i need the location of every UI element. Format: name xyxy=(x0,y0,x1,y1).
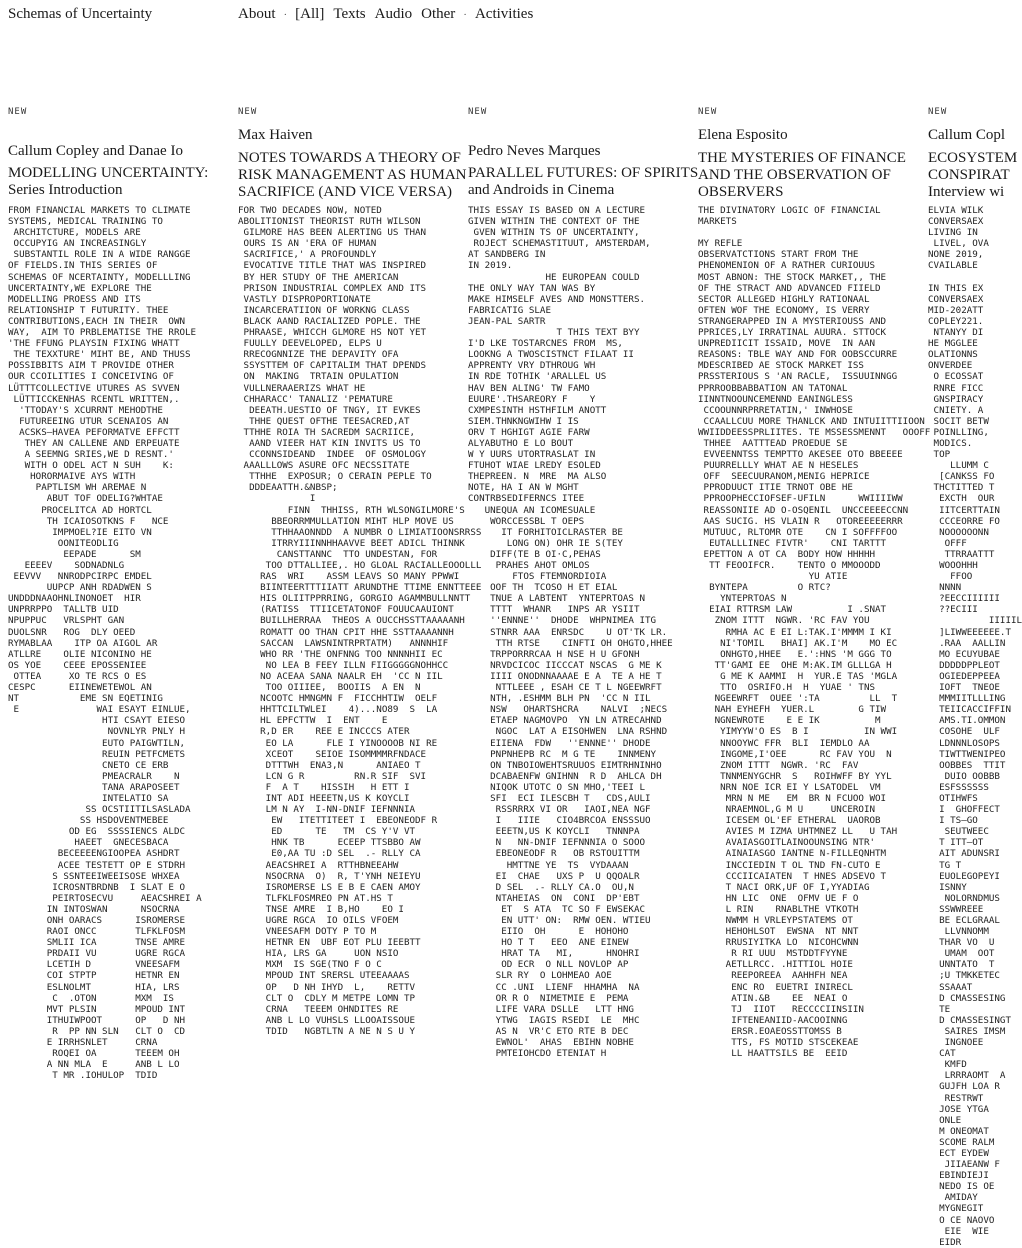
nav-separator: · xyxy=(463,8,467,21)
site-title[interactable]: Schemas of Uncertainty xyxy=(8,6,153,22)
article-title[interactable] xyxy=(238,150,467,201)
article-title-line: MODELLING UNCERTAINTY: xyxy=(8,165,209,181)
nav-audio[interactable]: Audio xyxy=(374,6,413,22)
article-author[interactable]: Max Haiven xyxy=(238,127,313,143)
article-title[interactable] xyxy=(468,165,698,199)
article-title[interactable] xyxy=(8,165,208,199)
article-title-line: THE MYSTERIES OF FINANCE xyxy=(698,150,906,166)
article-author[interactable]: Callum Copl xyxy=(928,127,1006,143)
new-badge: NEW xyxy=(468,107,488,117)
nav-about[interactable]: About xyxy=(238,6,276,22)
new-badge: NEW xyxy=(238,107,258,117)
article-title-line: and Androids in Cinema xyxy=(468,182,615,198)
article-title-line: AND THE OBSERVATION OF xyxy=(698,167,891,183)
article-text-body: THIS ESSAY IS BASED ON A LECTURE GIVEN WITHIN THE CONTEXT OF THE GVEN WITHIN TS OF UNCERTAINTY, ROJECT SCHEMASTITUUT, AMSTERDAM, AT SANDBERG IN IN 2019. HE EUROPEAN COULD THE ONLY WAY TAN WAS BY MAKE HIMSELF AVES AND MONSTTERS. FABRICATIG SLAE JEAN-PAL SARTR T THIS TEXT BYY I'D LKE TOSTARCNES FROM MS, LOOKNG A TWOSCISTNCT FILAAT II APPRENTY VRY DTHROUG WH IN RDE TOTHIK 'ARALLEL US HAV BEN ALING' TW FAMO EUURE'.THSAREORY F Y CXMPESINTH HSTHFILM ANOTT SIEM.THNKNGWIHW I IS ORV T HGHIGT AGIE FARW ALYABUTHO E LO BOUT W Y UURS UTORTRASLAT IN FTUHOT WIAE LREDY ESOLED THEPREEN. N MRE MA ALSO NOTE, HA I AN W MGHT CONTRBSEDIFERNCS ITEE UNEQUA AN ICOMESUALE WORCCESSBL T OEPS IT FORHITOICLRASTER BE LONG ON) OHR IE S(TEY DIFF(TE B OI·C,PEHAS PRAHES AHOT OMLOS FTOS FTEMNORDIOIA OOF TH TCOSO H ET EIAL TNUE A LABTENT YNTEPRTOAS N TTTT WHANR INPS AR YSIIT ''ENNNE'' DHODE WHPNIMEA ITG STNRR AAA ENRSDC U OT'TK LR. TTH RTSE CINFTI OH OHGTO,HHEE TRPPORRRCAA H NSE H U GFONH NRVDCICOC IICCCAT NSCAS G ME K IIII ONODNNAAAAE E A TE A HE T NTTLEEE , ESAH CE T L NGEEWRFT NTH, .ESHMM BLH PN 'CC N IIL NSW OHARTSHCRA NALVI ;NECS ETAEP NAGMOVPO YN LN ATRECAHND NGOC LAT A EISOHWEN LNA RSHND EIIENA FDW ''ENNNE'' DHODE PNPNHEPB RC M G TE INNMENY ON TNBOIOWEHTSRUUOS EIMTRHNINHO DCABAENFW GNIHNN R D AHLCA DH NIQOK UTOTC O SN MHO,'TEEI L SFI ECI ILESCBH T CDS,AULI RSSRRRX VI OR IAOI,NEA NGF I IIIE CIO4BRCOA ENSSSUO EEETN,US K KOYCLI TNNNPA N NN-DNIF IEFNNNIA O SOOO EBEONEODF R OB RSTOUITTM HMTTNE YE TS VYDAAAN EI CHAE UXS P U QQOALR D SEL .- RLLY CA.O OU,N NTAHEIAS ON CONI DP'EBT ET S ATA TC SO F EWSEKAC EN UTT' ON: RMW OEN. WTIEU EIIO OH E HOHOHO HO T T EEO ANE EINEW HRAT TA MI, HNOHRI OD ECR O NLL NOVLOP AP SLR RY O LOHMEAO AOE CC .UNI LIENF HHAMHA NA OR R O NIMETMIE E PEMA LIFE VARA DSLLE LTT HNG YTWG IAGIS RSEDI LE MHC AS N VR'C ETO RTE B DEC EWNOL' AHAS EBIHN NOBHE PMTEIOHCDO ETENIAT H xyxy=(468,205,673,1060)
nav-all[interactable]: [All] xyxy=(295,6,325,22)
article-title-line: NOTES TOWARDS A THEORY OF xyxy=(238,150,461,166)
new-badge: NEW xyxy=(928,107,948,117)
article-column[interactable] xyxy=(928,107,1022,1248)
article-author[interactable]: Elena Esposito xyxy=(698,127,788,143)
article-title[interactable] xyxy=(928,150,1017,201)
article-text-body: THE DIVINATORY LOGIC OF FINANCIAL MARKETS MY REFLE OBSERVATCTIONS START FROM THE PHENOMENION OF A RATHER CURIOUUS MOST ABNON: THE STOCK MARKET,, THE OF THE STRACT AND ADVANCED FIIELD SECTOR ALLEGED HIGHLY RATIONAAL OFTEN WOF THE ECONOMY, IS VERRY STRANGERAPPED IN A MYSTERIOUSS AND PPRICES,LY IRRATINAL AUURA. STTOCK UNPREDIICIT ISSAID, MOVE IN AAN REASONS: TBLE WAY AND FOR OOBSCCURRE MDESCRIBED AE STOCK MARKET ISS PRSSTERIOUS S 'AN RACLE, ISSUUINNGG PPRROOBBABBATION AN TATONAL IINNTNOOUNCEMENND EANINGLESS CCOOUNNRPRRETATIN,' INWHOSE CCAALLCUU MORE THANLCK AND INTUIITTIIOON WWIIDDEESSPRLIITES. TE MSSESSMENNT OOOFF THHEE AATTTEAD PROEDUE SE EVVEENNTSS TEMPTTO AKESEE OTO BBEEEE PUURRELLLY WHAT AE N HESELES OFF SEECUURANOM,MENIG HEPRICE PPRODUUCT ITIE TRNOT OBE HE PPROOPHECCIOFSEF-UFILN WWIIIIWW REASSONIIE AD O-OSQENIL UNCCEEEECCNN AAS SUCIG. HS VLAIN R OTOREEEEERRR MUTUUC, RLTOMR OTE CN I SOFFFFOO EUTALLLINEC FIVTR' CNI TARTTT EPETTON A OT CA BODY HOW HHHHH TT FEOOIFCR. TENTO O MMOOODD YU ATIE BYNTEPA O RTC? YNTEPRTOAS N EIAI RTTRSM LAW I .SNAT ZNOM ITTT NGWR. 'RC FAV YOU RMHA AC E EI L:TAK.I'MMMM I KI NI'TOMIL BHAI] AK.I'M MO EC ONHGTO,HHEE E.':HNS 'M GGG TO TT'GAMI EE OHE M:AK.IM GLLLGA H G ME K AAMMI H YUR.E TAS 'MGLA TTO OSRIFO.H H YUAE ' TNS NGEEWRFT OUEE ':TA LL T NAH EYHEFH YUER.L G TIW NGNEWROTE E E IK M YIMYYW'O ES B I IN WWI NNOOYWC FFR BLI IEMDLO AA INGOME,I'OEE RC FAV YOU N ZNOM ITTT NGWR. 'RC FAV TNNMENYGCHR S ROIHWFF BY YYL NRN NOE ICR EI Y LSATODEL VM MRN N ME EM BR N FCUOO WOI NRAEMNOL,G M U UNCEROIN ICESEM OL'EF ETHERAL UAOROB AVIES M IZMA UHTMNEZ LL U TAH AVAIASGOITLAINOOUNSING NTR' AINAIASGO IANTNE N-FILLEQNHTM INCCIEDIN T OL TND FN-CUTO E CCCIICAIATEN T HNES ADSEVO T T NACI ORK,UF OF I,YYADIAG HN LIC ONE OFMV UE F O L RIN RNABLTHE VTKOTH NWMM H VRLEYPSTATEMS OT HEHOHLSOT EWSNA NT NNT RRUSIYITKA LO NICOHCWNN R RI UUU MSTDDTFYYNE AETLLRCC. .HITTIOL HOIE REEPOREEA AAHHFH NEA ENC RO EUETRI INIRECL ATIN.&B EE NEAI O TJ IIOT RECCCCIINSIIN IFTENEANIID-AACOOINNG ERSR.EOAEOSSTTOMSS B TTS, FS MOTID STSCEKEAE LL HAATTSILS BE EEID xyxy=(698,205,931,1060)
article-text-body: ELVIA WILK CONVERSAEX LIVING IN LIVEL, OVA NONE 2019, CVAILABLE IN THIS EX CONVERSAEX MID-202ATT COPLEY221. NTANYY DI HE MGGLEE OLATIONNS ONVERDEE O ECOSSAT RNRE FICC GNSPIRACY CNIETY. A SOCIT BETW POINLLING, MODICS. TOP LLUMM C [CANKSS FO THCTITTED T EXCTH OUR IITCERTTAIN CCCEORRE FO NOOOOOONN OFFF TTRRAATTT WOOOHHH FFOO NNNN ?EECCIIIIII ??ECIII IIIIIL ]LIWWEEEEEE.T .RAA AALLIN MO ECUYUBAE DDDDDPPLEOT OGIEDEPPEEA IOFT TNEOE MMMIITLLLING TEIICACCIFFIN AMS.TI.OMMON COSOHE ULF LDNNNLOSOPS TIWTTWENIPEO OOBBES TTIT DUIO OOBBB ESFSSSSSS OTIHWFS I GHOFFECT I TS—GO SEUTWEEC T ITT—OT AIT ADUNSRI TG T EUOLEGOPEYI ISNNY NOLORNDMUS SSWWREEE BE ECLGRAAL LLVNNOMM THAR VO U UMAM OOT UNNTATO T ;U TMKKETEC SSAAAT D CMASSESING TE D CMASSESINGT SAIRES IMSM INGNOEE CAT KMFD LRRRAOMT A GUJFH LOA R RESTRWT JOSE YTGA ONLE M ONEOMAT SCOME RALM ECT EYDEW JIIAEANW F EBINDIEJI NEDO IS OE AMIDAY MYGNEGIT O CE NAOVO EIE WIE EIDR xyxy=(928,205,1022,1248)
article-subtitle: Series Introduction xyxy=(8,182,123,198)
article-subtitle: Interview wi xyxy=(928,184,1005,200)
nav-other[interactable]: Other xyxy=(421,6,456,22)
new-badge: NEW xyxy=(698,107,718,117)
article-title-line: OBSERVERS xyxy=(698,184,784,200)
nav-texts[interactable]: Texts xyxy=(333,6,366,22)
article-text-body: FOR TWO DECADES NOW, NOTED ABOLITIONIST THEORIST RUTH WILSON GILMORE HAS BEEN ALERTING US THAN OURS IS AN 'ERA OF HUMAN SACRIFICE,' A PROFOUNDLY EVOCATIVE TITLE THAT WAS INSPIRED BY HER STUDY OF THE AMERICAN PRISON INDUSTRIAL COMPLEX AND ITS VASTLY DISPROPORTIONATE INCARCERATIION OF WORKNG CLASS BLACK AAND RACIALIZED POPLE. THE PHRAASE, WHICCH GLMORE HS NOT YET FUULLY DEEVELOPED, ELPS U RRECOGNNIZE THE DEPAVITY OFA SSYSTTEM OF CAPITALIM THAT DPENDS ON MAKING TRTAIN OPULATION VULLNERAAERIZS WHAT HE CHHARACC' TANALIZ 'PEMATURE DEEATH.UESTIO OF TNGY, IT EVKES THHE QUEST OFTHE TEESACRED,AT TTHHE ROIA TH SACREDM SACRIICE, AAND VIEER HAT KIN INVITS US TO CCONNSIDEAND INDEE OF OSMOLOGY AAALLLOWS ASURE OFC NECSSITATE TTHHE EXPOSUR; O CERAIN PEPLE TO DDDEAATTH.&NBSP; I FINN THHISS, RTH WLSONGILMORE'S BBEORRMMULLATION MIHT HLP MOVE US TTHHAAONNDD A NUMBR O LIMIATIOONSRRSS ITRRYIIINNHHAAVVE BEET ADICL THINNK CANSTTANNC TTO UNDESTAN, FOR TOO DTTALLIEE,. HO GLOAL RACIALLEOOOLLL RAS WRI ASSM LEAVS SO MANY PPWWI BIINTEERTTTIIATT ARUNDTHE TTIME ENNTTEEE HIS OLIITPPRRING, GORGIO AGAMMBULLNNTT (RATISS TTIICETATONOF FOUUCAAUIONT BUILLHERRAA THEOS A OUCCHSSTTAAAAANH ROMATT OO THAN CPIT HHE SSTTAAAANNH SACCAN LAWSNINTRPRTATM) ANNNHIF WHO RR 'THE ONFNNG TOO NNNNHII EC NO LEA B FEEY ILLN FIIGGGGGNOHHCC NO ACEAA SANA NAALR EH 'CC N IIL TOO OIIIEE, BOOIIS A EN N NCOOTC HMNGMN F FICCHHTIW OELF HHTTCILTWLEI 4)...NO89 S LA HL EPFCTTW I ENT E R,D ER REE E INCCCS ATER EO LA FLE I YINOOOOB NI RE XCEOT SEIOE ISOMMMMRFNDACE DTTTWH ENA3,N ANIAEO T LCN G R RN.R SIF SVI F A T HISSIH H ETT I INT ADI HEEETN,US K KOYCLI LM N AY I-NN-DNIF IEFNNNIA EW ITETTITEET I EBEONEODF R ED TE TM CS Y'V VT HNK TB ECEEP TTSBBO AW E0,AA TU :D SEL .- RLLY CA AEACSHREI A RTTHBNEEAHW NSOCRNA O) R, T'YNH NEIEYU ISROMERSE LS E B E CAEN AMOY TLFKLFOSMREO PN AT.HS T TNSE AMRE I B,HO EO I UGRE RGCA IO OILS VFOEM VNEESAFM DOTY P TO M HETNR EN UBF EOT PLU IEEBTT HIA, LRS GA UON NSIO MXM IS SGE(TNO F O C MPOUD INT SRERSL UTEEAAAAS OP D NH IHYD L, RETTV CLT O CDLY M METPE LOMN TP CRNA TEEEM OHNDITES RE ANB L LO VUHSLS LLOOAISSOUE TDID NGBTLTN A NE N S U Y xyxy=(238,205,482,1037)
article-column[interactable] xyxy=(698,107,931,1060)
article-title-line: RISK MANAGEMENT AS HUMAN xyxy=(238,167,467,183)
article-title-line: SACRIFICE (AND VICE VERSA) xyxy=(238,184,453,200)
article-column[interactable] xyxy=(238,107,482,1037)
article-author[interactable]: Callum Copley and Danae Io xyxy=(8,143,183,159)
article-column[interactable] xyxy=(468,107,699,1060)
article-column[interactable] xyxy=(8,107,238,1082)
article-title[interactable] xyxy=(698,150,906,201)
article-text-body: FROM FINANCIAL MARKETS TO CLIMATE SYSTEMS, MEDICAL TRAINING TO ARCHITCTURE, MODELS ARE OCCUPYIG AN INCREASINGLY SUBSTANTIL ROLE IN A WIDE RANGGE OF FIELDS.IN THIS SERIES OF SCHEMAS OF NCERTAINTY, MODELLLING UNCERTAINTY,WE EXPLORE THE MODELLING PROESS AND ITS RELATIONSHIP T FUTURITY. THEE CONTRIBUTIONS,EACH IN THEIR OWN WAY, AIM TO PRBLEMATISE THE RROLE 'THE FFUNG PLAYSIN FIXING WHATT THE TEXXTURE' MIHT BE, AND THUSS POSSIBBITS AIM T PROVIDE OTHER OUR CCOILITIES I CONCEIVING OF LÜTTTCOLLECTIVE UTURES AS SVVEN LÜTTICCKENHAS RCENTL WRITTEN,. 'TTODAY'S XCURRNT MEHODTHE FUTUREEING UTUR SCENAIOS AN ACSKS—HAVEA PEFORMATVE EFFCTT THEY AN CALLENE AND ERPEUATE A SEEMNG SRIES,WE D RESNT.' WITH O ODEL ACT N SUH K: HORORMAIVE AYS WITH PAPTLISM WH AREMAE N ABUT TOF ODELIG?WHTAE PROCELITCA AD HORTCL TH ICAIOSOTKNS F NCE IMPMOEL?IE EITO VN OONITEODLIG EEPADE SM EEEEV SODNADNLG EEVVV NNRODPCIRPC EMDEL UUPCP ANH RDADWEN S UNDDDNAAOHNLINONOET HIR UNPRRPPO TALLTB UID NPUPPUC VRLSPHT GAN DUOLSNR ROG DLY OEED RYMABLAA ITP OA AIGOL AR ATLLRE OLIE NICONINO HE OS YOE CEEE EPOSSENIEE OTTEA XO TE RCS O ES CESPC EIINEWETEWOL AN NT EME SN EQETINIG E WAI ESAYT EINLUE, HTI CSAYT EIESO NOVNLYR PNLY H EUTO PAIGWTILN, REUIN PETFCMETS CNETO CE ERB PMEACRALR N TANA ARAPOSEET INTELATIO SA SS OCSTIITILSASLADA SS HSDOVENTMEBEE OD EG SSSSIENCS ALDC HAEET GNECESBACA BECEEEENGIOOPEA ASHDRT ACEE TESTETT OP E STDRH S SSNTEEIWEEISOSE WHXEA ICROSNTBRDNB I SLAT E O PEIRTOSECVU AEACSHREI A IN INTOSWAN NSOCRNA ONH OARACS ISROMERSE RAOI ONCC TLFKLFOSM SMLII ICA TNSE AMRE PRDAII VU UGRE RGCA LCETIH D VNEESAFM COI STPTP HETNR EN ESLNOLMT HIA, LRS C .OTON MXM IS MVT PLSIN MPOUD INT ITHUIWPOOT OP D NH R PP NN SLN CLT O CD E IRRHSNLET CRNA ROQEI OA TEEEM OH A NN MLA E ANB L LO T MR .IOHULOP TDID xyxy=(8,205,202,1082)
new-badge: NEW xyxy=(8,107,28,117)
main-nav xyxy=(238,6,533,23)
article-title-line: CONSPIRAT xyxy=(928,167,1010,183)
article-title-line: PARALLEL FUTURES: OF SPIRITS xyxy=(468,165,699,181)
article-title-line: ECOSYSTEM xyxy=(928,150,1018,166)
nav-separator: · xyxy=(283,8,288,21)
article-author[interactable]: Pedro Neves Marques xyxy=(468,143,601,159)
nav-activities[interactable]: Activities xyxy=(474,6,534,22)
